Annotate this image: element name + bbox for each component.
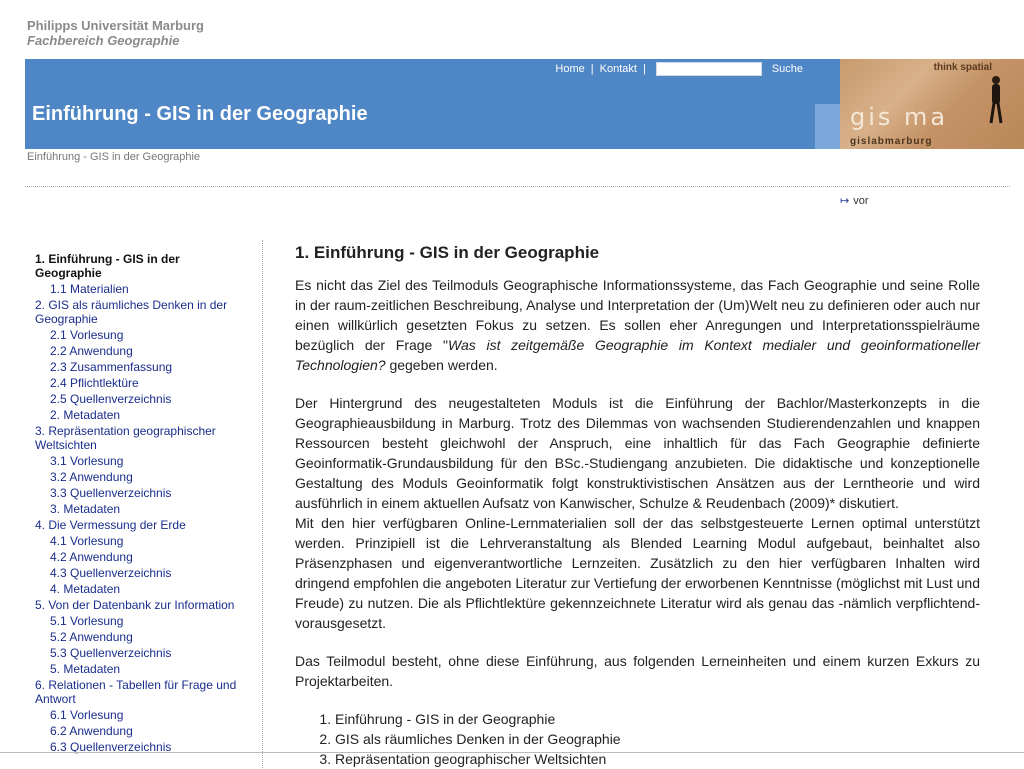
- sidebar-item[interactable]: 1.1 Materialien: [50, 282, 129, 296]
- logo-wordmark: gis ma: [850, 103, 949, 131]
- sidebar-item[interactable]: 2.1 Vorlesung: [50, 328, 124, 342]
- sidebar-item[interactable]: 6.3 Quellenverzeichnis: [50, 740, 172, 754]
- university-name: Philipps Universität Marburg: [27, 18, 204, 33]
- sidebar-item[interactable]: 1. Einführung - GIS in der Geographie: [35, 252, 180, 280]
- sidebar-item[interactable]: 3.1 Vorlesung: [50, 454, 124, 468]
- breadcrumb: Einführung - GIS in der Geographie: [27, 151, 201, 163]
- department-name: Fachbereich Geographie: [27, 33, 180, 48]
- list-item: 1. Einführung - GIS in der Geographie: [335, 709, 980, 729]
- sidebar-item[interactable]: 3.2 Anwendung: [50, 470, 133, 484]
- logo-accent-block: [815, 104, 840, 149]
- structure-paragraph: Das Teilmodul besteht, ohne diese Einführung, aus folgenden Lerneinheiten und einem kurzen Exkurs zu Projektarbeiten.: [295, 653, 980, 689]
- sidebar-item[interactable]: 2. GIS als räumliches Denken in der Geographie: [35, 298, 228, 326]
- sidebar-item[interactable]: 4.3 Quellenverzeichnis: [50, 566, 172, 580]
- list-item: 2. GIS als räumliches Denken in der Geographie: [335, 729, 980, 749]
- next-link[interactable]: vor: [853, 195, 869, 207]
- sidebar-item[interactable]: 5. Von der Datenbank zur Information: [35, 598, 235, 612]
- sidebar-item[interactable]: 4.1 Vorlesung: [50, 534, 124, 548]
- sidebar-item[interactable]: 4. Metadaten: [50, 582, 121, 596]
- nav-separator: |: [590, 63, 594, 75]
- column-divider: [262, 240, 263, 768]
- logo-tagline: think spatial: [933, 62, 992, 73]
- sidebar-item[interactable]: 2.4 Pflichtlektüre: [50, 376, 139, 390]
- search-input[interactable]: [656, 62, 762, 76]
- sidebar-item[interactable]: 5.3 Quellenverzeichnis: [50, 646, 172, 660]
- university-header: [27, 18, 204, 48]
- search-button[interactable]: Suche: [771, 63, 803, 75]
- divider: [25, 186, 1010, 187]
- intro-paragraph: Es nicht das Ziel des Teilmoduls Geographische Informationssysteme, das Fach Geographie und seine Rolle in der raum-zeitlichen Beschreibung, Analyse und Interpretation der (Um)Welt neu zu definieren oder auch nur einen willkürlich gesetzten Fokus zu setzen. Es sollen eher Anregungen und Interpretationsspielräume bezüglich der Frage "Was ist zeitgemäße Geographie im Kontext medialer und geoinformationeller Technologien? gegeben werden.: [295, 277, 980, 373]
- background-paragraph: Der Hintergrund des neugestalteten Moduls ist die Einführung der Bachlor/Masterkonzepts in die Geographieausbildung in Marburg. Trotz des Dilemmas von wachsenden Studierendenzahlen und knappen Ressourcen besteht gleichwohl der Anspruch, eine inhaltlich für das Fach Geographie definierte Geoinformatik-Grundausbildung für den BSc.-Studiengang anzubieten. Die didaktische und konzeptionelle Gestaltung des Moduls Geoinformatik folgt konstruktivistischen Ansätzen aus der Lerntheorie und wird ausführlich in einem aktuellen Aufsatz von Kanwischer, Schulze & Reudenbach (2009)* diskutiert. Mit den hier verfügbaren Online-Lernmaterialien soll der das selbstgesteuerte Lernen optimal unterstützt werden. Prinzipiell ist die Lehrveranstaltung als Blended Learning Modul aufgebaut, beinhaltet also Präsenzphasen und eigenverantwortliche Lernzeiten. Zusätzlich zu den hier verfügbaren Inhalten wird dringend empfohlen die angeboten Literatur zur Vertiefung der erworbenen Kenntnisse (möglichst mit Lust und Freude) zu nutzen. Die als Pflichtlektüre gekennzeichnete Literatur wird als genau das -nämlich verpflichtend- vorausgesetzt.: [295, 395, 980, 631]
- sidebar-item[interactable]: 3. Metadaten: [50, 502, 121, 516]
- logo-subtitle: gislabmarburg: [850, 136, 933, 147]
- sidebar-item[interactable]: 2.5 Quellenverzeichnis: [50, 392, 172, 406]
- gisma-logo[interactable]: [840, 59, 1024, 149]
- sidebar-item[interactable]: 5.1 Vorlesung: [50, 614, 124, 628]
- header-banner: [25, 59, 815, 149]
- contact-link[interactable]: Kontakt: [599, 63, 637, 75]
- window-bottom-edge: [0, 752, 1024, 753]
- walking-person-icon: [986, 75, 1006, 125]
- banner-title: Einführung - GIS in der Geographie: [32, 103, 368, 125]
- main-content: [295, 243, 980, 769]
- sidebar-item[interactable]: 6. Relationen - Tabellen für Frage und Antwort: [35, 678, 237, 706]
- list-item: 3. Repräsentation geographischer Weltsichten: [335, 749, 980, 769]
- sidebar-item[interactable]: 2.2 Anwendung: [50, 344, 133, 358]
- logo-accent-block: [815, 59, 840, 104]
- nav-separator: |: [642, 63, 646, 75]
- home-link[interactable]: Home: [555, 63, 585, 75]
- sidebar-item[interactable]: 2. Metadaten: [50, 408, 121, 422]
- sidebar-item[interactable]: 6.2 Anwendung: [50, 724, 133, 738]
- page-title: 1. Einführung - GIS in der Geographie: [295, 243, 600, 262]
- sidebar-item[interactable]: 3.3 Quellenverzeichnis: [50, 486, 172, 500]
- pager-next[interactable]: [840, 194, 869, 207]
- arrow-right-icon: ↦: [840, 195, 850, 207]
- sidebar-item[interactable]: 5. Metadaten: [50, 662, 121, 676]
- sidebar-item[interactable]: 4. Die Vermessung der Erde: [35, 518, 186, 532]
- unit-list: [295, 709, 980, 769]
- sidebar-item[interactable]: 6.1 Vorlesung: [50, 708, 124, 722]
- sidebar-item[interactable]: 4.2 Anwendung: [50, 550, 133, 564]
- sidebar-item[interactable]: 2.3 Zusammenfassung: [50, 360, 173, 374]
- sidebar-item[interactable]: 3. Repräsentation geographischer Weltsichten: [35, 424, 216, 452]
- top-navigation: [555, 62, 803, 76]
- sidebar-navigation: [35, 252, 245, 756]
- sidebar-item[interactable]: 5.2 Anwendung: [50, 630, 133, 644]
